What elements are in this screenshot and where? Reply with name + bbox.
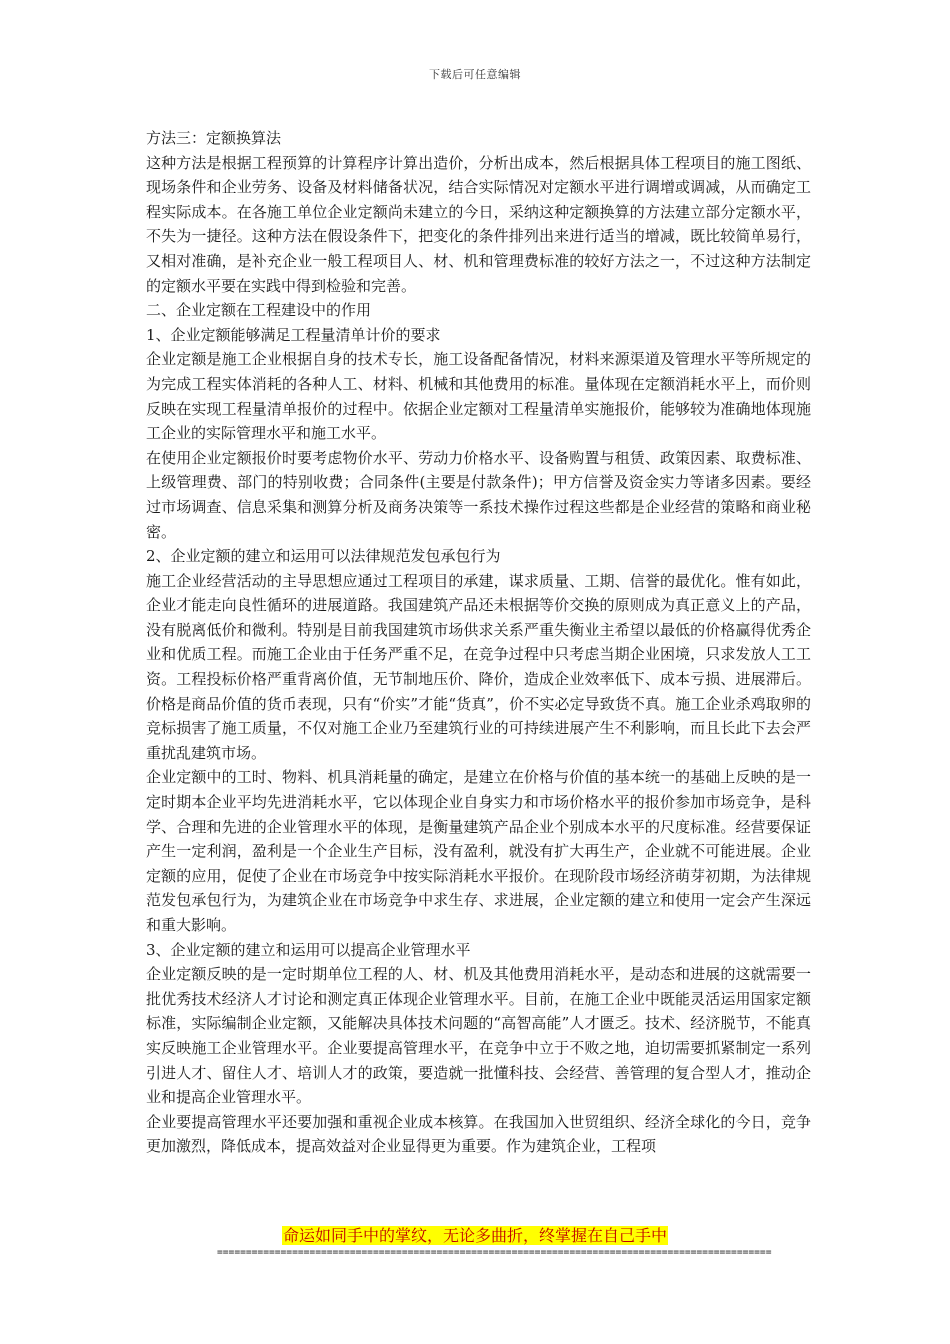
heading-point-2: 2、企业定额的建立和运用可以法律规范发包承包行为 xyxy=(146,547,501,566)
page-header: 下载后可任意编辑 xyxy=(429,68,521,81)
heading-section-two: 二、企业定额在工程建设中的作用 xyxy=(146,301,372,320)
paragraph-method-three: 这种方法是根据工程预算的计算程序计算出造价，分析出成本，然后根据具体工程项目的施工图纸、现场条件和企业劳务、设备及材料储备状况，结合实际情况对定额水平进行调增或调减，从而确定工程实际成本。在各施工单位企业定额尚未建立的今日，采纳这种定额换算的方法建立部分定额水平，不失为一捷径。这种方法在假设条件下，把变化的条件排列出来进行适当的增减，既比较简单易行，又相对准确，是补充企业一般工程项目人、材、机和管理费标准的较好方法之一，不过这种方法制定的定额水平要在实践中得到检验和完善。 xyxy=(146,153,811,295)
heading-method-three: 方法三：定额换算法 xyxy=(146,129,282,147)
paragraph-point-2a: 施工企业经营活动的主导思想应通过工程项目的承建，谋求质量、工期、信誉的最优化。惟有如此，企业才能走向良性循环的进展道路。我国建筑产品还未根据等价交换的原则成为真正意义上的产品，没有脱离低价和微利。特别是目前我国建筑市场供求关系严重失衡业主希望以最低的价格赢得优秀企业和优质工程。而施工企业由于任务严重不足，在竞争过程中只考虑当期企业困境，只求发放人工工资。工程投标价格严重背离价值，无节制地压价、降价，造成企业效率低下、成本亏损、进展滞后。价格是商品价值的货币表现，只有“价实”才能“货真”，价不实必定导致货不真。施工企业杀鸡取卵的竞标损害了施工质量，不仅对施工企业乃至建筑行业的可持续进展产生不利影响，而且长此下去会严重扰乱建筑市场。 xyxy=(146,571,811,762)
paragraph-point-3a: 企业定额反映的是一定时期单位工程的人、材、机及其他费用消耗水平，是动态和进展的这就需要一批优秀技术经济人才讨论和测定真正体现企业管理水平。目前，在施工企业中既能灵活运用国家定额标准，实际编制企业定额，又能解决具体技术问题的“高智高能”人才匮乏。技术、经济脱节，不能真实反映施工企业管理水平。企业要提高管理水平，在竞争中立于不败之地，迫切需要抓紧制定一系列引进人才、留住人才、培训人才的政策，要造就一批懂科技、会经营、善管理的复合型人才，推动企业和提高企业管理水平。 xyxy=(146,965,811,1107)
heading-point-3: 3、企业定额的建立和运用可以提高企业管理水平 xyxy=(146,940,471,959)
paragraph-point-1a: 企业定额是施工企业根据自身的技术专长，施工设备配备情况，材料来源渠道及管理水平等所规定的为完成工程实体消耗的各种人工、材料、机械和其他费用的标准。量体现在定额消耗水平上，而价则反映在实现工程量清单报价的过程中。依据企业定额对工程量清单实施报价，能够较为准确地体现施工企业的实际管理水平和施工水平。 xyxy=(146,350,811,443)
footer-divider: ================================================================================================ xyxy=(217,1247,772,1258)
paragraph-point-2b: 企业定额中的工时、物料、机具消耗量的确定，是建立在价格与价值的基本统一的基础上反映的是一定时期本企业平均先进消耗水平，它以体现企业自身实力和市场价格水平的报价参加市场竞争，是科学、合理和先进的企业管理水平的体现，是衡量建筑产品企业个别成本水平的尺度标准。经营要保证产生一定利润，盈利是一个企业生产目标，没有盈利，就没有扩大再生产，企业就不可能进展。企业定额的应用，促使了企业在市场竞争中按实际消耗水平报价。在现阶段市场经济萌芽初期，为法律规范发包承包行为，为建筑企业在市场竞争中求生存、求进展，企业定额的建立和使用一定会产生深远和重大影响。 xyxy=(146,768,811,934)
heading-point-1: 1、企业定额能够满足工程量清单计价的要求 xyxy=(146,325,441,344)
footer-motto xyxy=(0,1225,950,1246)
paragraph-point-1b: 在使用企业定额报价时要考虑物价水平、劳动力价格水平、设备购置与租赁、政策因素、取费标准、上级管理费、部门的特别收费；合同条件(主要是付款条件)；甲方信誉及资金实力等诸多因素。要经过市场调查、信息采集和测算分析及商务决策等一系技术操作过程这些都是企业经营的策略和商业秘密。 xyxy=(146,448,811,541)
document-body xyxy=(146,126,811,1159)
paragraph-point-3b: 企业要提高管理水平还要加强和重视企业成本核算。在我国加入世贸组织、经济全球化的今日，竞争更加激烈，降低成本，提高效益对企业显得更为重要。作为建筑企业，工程项 xyxy=(146,1112,811,1156)
footer-motto-text: 命运如同手中的掌纹，无论多曲折，终掌握在自己手中 xyxy=(282,1226,667,1245)
